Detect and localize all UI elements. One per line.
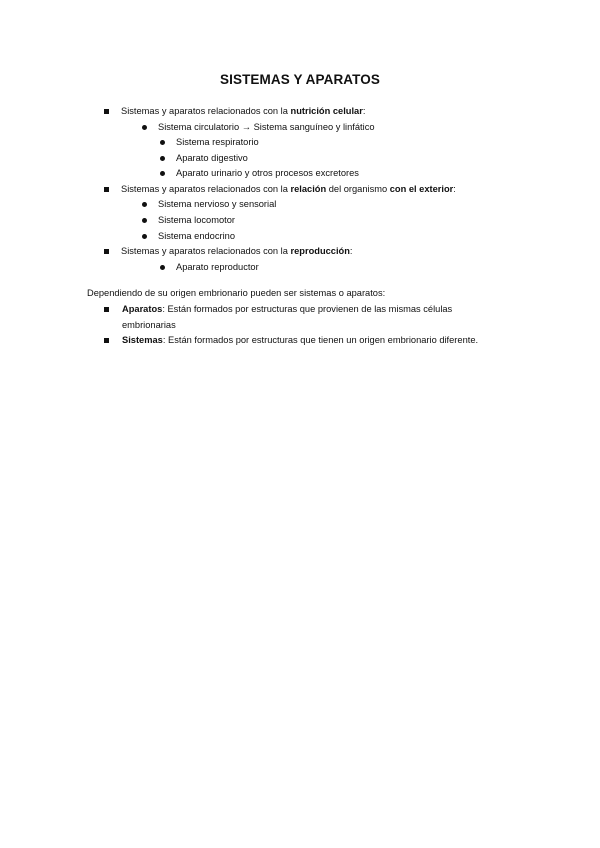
group-heading-reproduccion <box>121 245 353 257</box>
list-item: Sistema circulatorio → Sistema sanguíneo y linfático <box>158 122 375 132</box>
definition-term: Aparatos <box>122 304 163 314</box>
intro-paragraph: Dependiendo de su origen embrionario pueden ser sistemas o aparatos: <box>87 288 386 298</box>
group-heading-punct: : <box>349 246 353 256</box>
square-bullet-icon <box>104 249 109 254</box>
round-bullet-icon <box>160 140 165 145</box>
group-heading-punct: : <box>453 184 456 194</box>
round-bullet-icon <box>142 202 147 207</box>
round-bullet-icon <box>160 156 165 161</box>
group-heading-text: Sistemas y aparatos relacionados con la <box>121 246 291 256</box>
square-bullet-icon <box>104 307 109 312</box>
definition-term: Sistemas <box>122 335 163 345</box>
group-heading-text: Sistemas y aparatos relacionados con la <box>121 106 291 116</box>
group-heading-text: Sistemas y aparatos relacionados con la <box>121 184 291 194</box>
round-bullet-icon <box>142 234 147 239</box>
round-bullet-icon <box>142 125 147 130</box>
list-item: Aparato reproductor <box>176 262 259 272</box>
round-bullet-icon <box>142 218 147 223</box>
square-bullet-icon <box>104 109 109 114</box>
definition-continuation: embrionarias <box>122 320 176 330</box>
group-heading-relacion <box>121 183 456 195</box>
definition-sistemas <box>122 334 478 346</box>
group-heading-text: del organismo <box>326 184 390 194</box>
group-heading-bold: reproducción <box>290 246 350 256</box>
list-item: Sistema locomotor <box>158 215 235 225</box>
round-bullet-icon <box>160 171 165 176</box>
group-heading-bold: relación <box>290 184 327 194</box>
group-heading-punct: : <box>362 106 366 116</box>
page-title: SISTEMAS Y APARATOS <box>220 72 380 87</box>
round-bullet-icon <box>160 265 165 270</box>
square-bullet-icon <box>104 338 109 343</box>
group-heading-bold: nutrición celular <box>290 106 363 116</box>
square-bullet-icon <box>104 187 109 192</box>
list-item: Aparato digestivo <box>176 153 248 163</box>
group-heading-nutricion <box>121 105 365 117</box>
group-heading-bold: con el exterior <box>389 184 454 194</box>
list-item: Sistema nervioso y sensorial <box>158 199 277 209</box>
list-item: Sistema respiratorio <box>176 137 259 147</box>
list-item: Aparato urinario y otros procesos excretores <box>176 168 359 178</box>
definition-aparatos <box>122 303 452 315</box>
list-item: Sistema endocrino <box>158 231 235 241</box>
definition-text: : Están formados por estructuras que tienen un origen embrionario diferente. <box>162 335 479 345</box>
definition-text: : Están formados por estructuras que provienen de las mismas células <box>162 304 453 314</box>
